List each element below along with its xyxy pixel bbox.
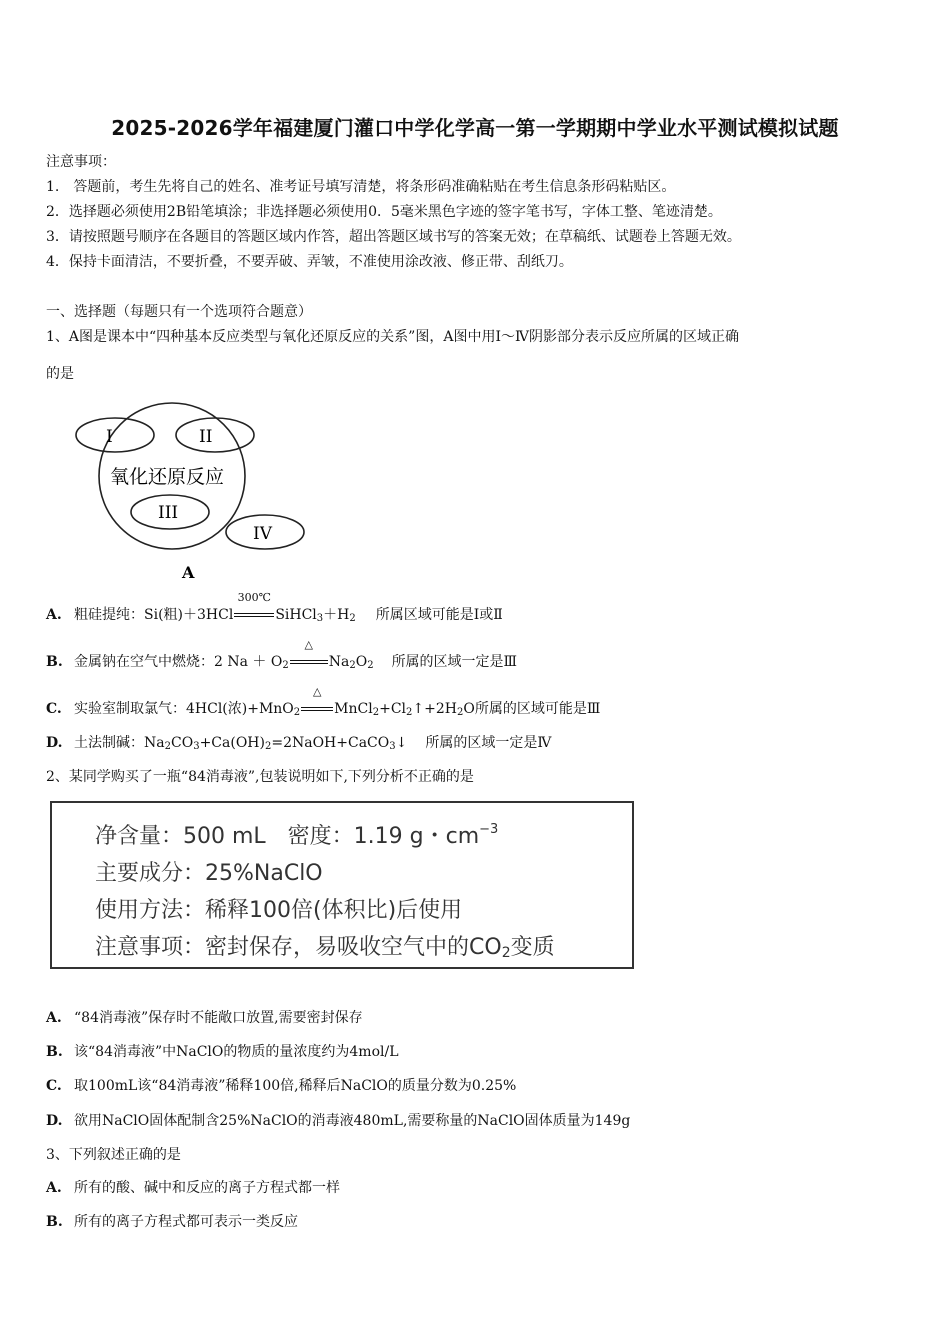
option-letter: B. — [46, 1044, 63, 1060]
label-line-3: 使用方法：稀释100倍(体积比)后使用 — [95, 898, 463, 923]
q2-option-b: B. 该“84消毒液”中NaClO的物质的量浓度约为4mol/L — [46, 1044, 399, 1060]
option-letter: D. — [46, 735, 63, 751]
q1-option-a: A. 粗硅提纯：Si(粗)＋3HCl 300℃ $SiHCl_3+H_2$ 所属区域可能是Ⅰ或Ⅱ — [46, 591, 503, 624]
q3-option-a: A. 所有的酸、碱中和反应的离子方程式都一样 — [46, 1180, 340, 1196]
exam-title: 2025-2026学年福建厦门灌口中学化学高一第一学期期中学业水平测试模拟试题 — [111, 116, 839, 140]
region-II-label: II — [199, 427, 213, 447]
q1-stem-line2: 的是 — [46, 366, 74, 382]
reaction-condition: △ — [301, 699, 333, 719]
option-letter: B. — [46, 654, 63, 670]
label-line-4: 注意事项：密封保存，易吸收空气中的CO2变质 — [95, 935, 555, 961]
region-IV-label: IV — [253, 524, 272, 544]
notice-item-4: 4．保持卡面清洁，不要折叠，不要弄破、弄皱，不准使用涂改液、修正带、刮纸刀。 — [46, 254, 573, 270]
q1-stem-line1: 1、A图是课本中“四种基本反应类型与氧化还原反应的关系”图，A图中用Ⅰ～Ⅳ阴影部分表示反应所属的区域正确 — [46, 329, 739, 345]
notice-item-2: 2．选择题必须使用2B铅笔填涂；非选择题必须使用0．5毫米黑色字迹的签字笔书写，字体工整、笔迹清楚。 — [46, 204, 722, 220]
notice-item-1: 1. 答题前，考生先将自己的姓名、准考证号填写清楚，将条形码准确粘贴在考生信息条形码粘贴区。 — [46, 179, 676, 195]
q1-venn-diagram — [60, 398, 320, 583]
q3-option-b: B. 所有的离子方程式都可表示一类反应 — [46, 1214, 298, 1230]
notice-item-3: 3．请按照题号顺序在各题目的答题区域内作答，超出答题区域书写的答案无效；在草稿纸、试题卷上答题无效。 — [46, 229, 741, 245]
option-letter: A. — [46, 1010, 62, 1026]
region-I-ellipse — [76, 418, 154, 452]
q2-option-d: D. 欲用NaClO固体配制含25%NaClO的消毒液480mL,需要称量的NaClO固体质量为149g — [46, 1113, 631, 1129]
q2-option-c: C. 取100mL该“84消毒液”稀释100倍,稀释后NaClO的质量分数为0.25% — [46, 1078, 517, 1094]
region-III-label: III — [158, 503, 179, 523]
reaction-condition: 300℃ — [234, 605, 274, 625]
region-I-label: I — [106, 427, 113, 447]
label-line-1: 净含量：500 mL 密度：1.19 g・$cm^{-3}$ — [95, 822, 499, 849]
q3-stem: 3、下列叙述正确的是 — [46, 1147, 181, 1163]
diagram-caption: A — [182, 563, 195, 582]
q1-option-b: B. 金属钠在空气中燃烧：2 $Na + O_2$ △ $Na_2O_2$ 所属的区域一定是Ⅲ — [46, 638, 518, 671]
product-label-box — [50, 801, 634, 969]
q1-option-d: D. 土法制碱：$Na_2CO_3+Ca(OH)_2=2NaOH+CaCO_3↓$ 所属的区域一定是Ⅳ — [46, 735, 552, 752]
option-letter: B. — [46, 1214, 63, 1230]
q2-option-a: A. “84消毒液”保存时不能敞口放置,需要密封保存 — [46, 1010, 363, 1026]
section-heading: 一、选择题（每题只有一个选项符合题意） — [46, 304, 312, 320]
q1-option-c: C. 实验室制取氯气：4HCl(浓)+MnO$_2$ △ $MnCl_2+Cl_2↑+2H_2O$所属的区域可能是Ⅲ — [46, 685, 601, 718]
option-letter: A. — [46, 1180, 62, 1196]
option-letter: C. — [46, 701, 62, 717]
region-II-ellipse — [176, 418, 254, 452]
option-letter: C. — [46, 1078, 62, 1094]
reaction-condition: △ — [290, 652, 328, 672]
q2-stem: 2、某同学购买了一瓶“84消毒液”,包装说明如下,下列分析不正确的是 — [46, 769, 474, 785]
option-letter: A. — [46, 607, 62, 623]
label-line-2: 主要成分：25%NaClO — [95, 861, 323, 886]
option-letter: D. — [46, 1113, 63, 1129]
redox-label: 氧化还原反应 — [110, 466, 225, 488]
notice-heading: 注意事项： — [46, 154, 116, 170]
